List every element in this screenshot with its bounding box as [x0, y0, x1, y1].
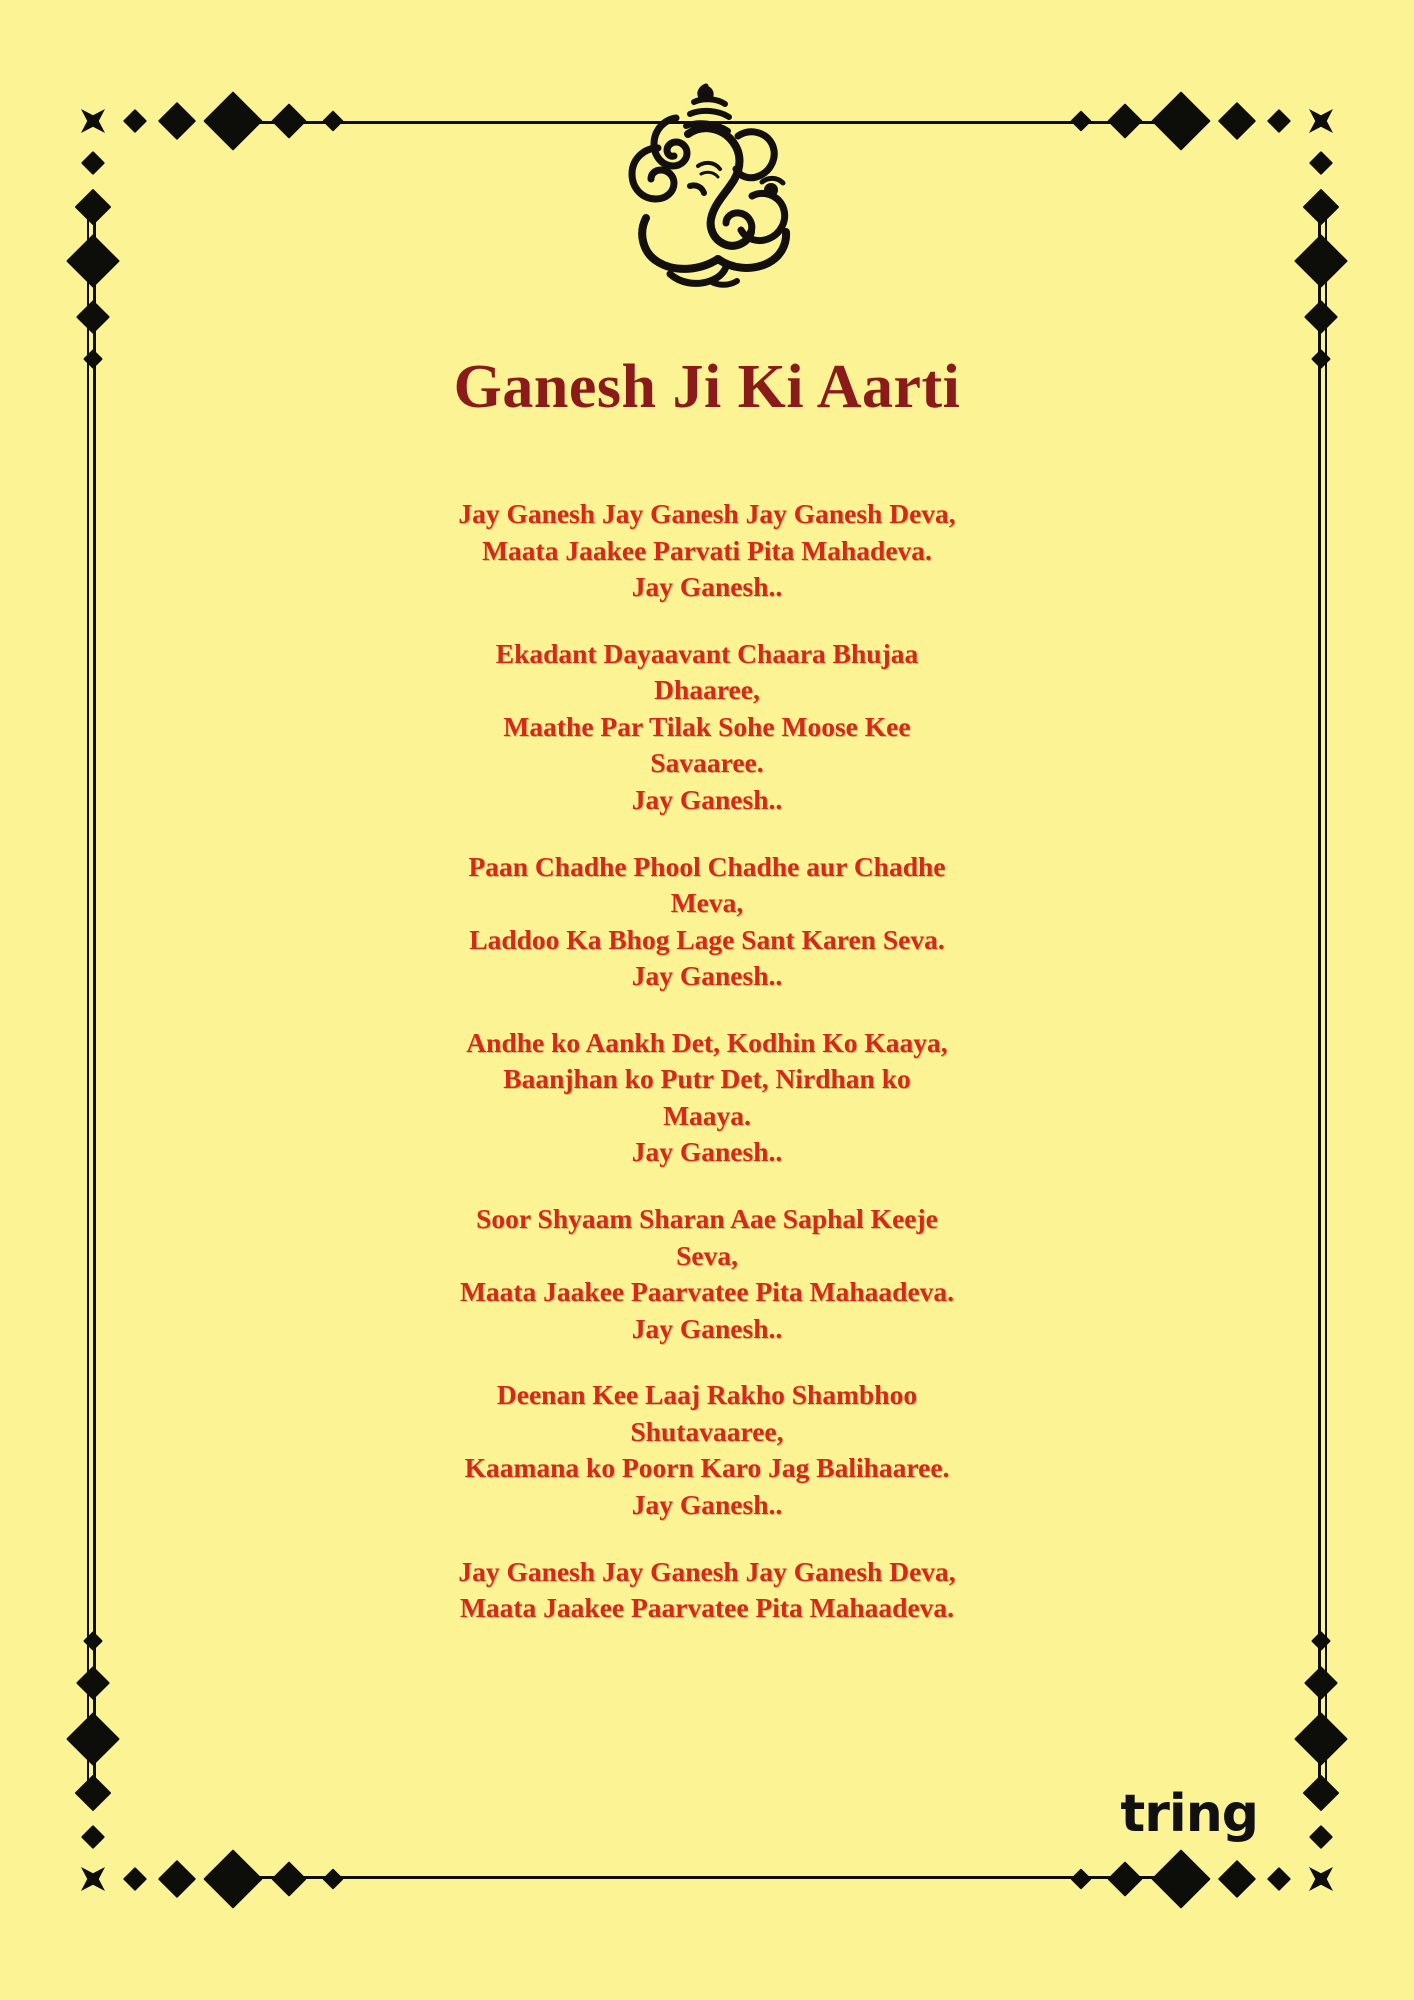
verse	[300, 1201, 1114, 1347]
verse-line: Andhe ko Aankh Det, Kodhin Ko Kaaya,	[466, 1026, 948, 1058]
verse-line: Jay Ganesh Jay Ganesh Jay Ganesh Deva,	[458, 498, 956, 529]
tring-watermark: tring	[1120, 1784, 1258, 1844]
verse	[300, 1377, 1114, 1523]
verse-line: Baanjhan ko Putr Det, Nirdhan ko	[503, 1063, 911, 1095]
verse-line: Ekadant Dayaavant Chaara Bhujaa	[495, 637, 919, 669]
border-diamond-v-bl-3	[76, 1666, 110, 1700]
border-diamond-h-br-2	[1151, 1849, 1210, 1908]
aarti-lyrics	[300, 496, 1114, 1627]
border-diamond-h-br-4	[1070, 1868, 1091, 1889]
verse-line: Jay Ganesh..	[631, 1312, 783, 1344]
border-diamond-v-br-1	[1303, 1775, 1340, 1812]
verse-line: Deenan Kee Laaj Rakho Shambhoo	[496, 1379, 918, 1411]
ganesha-om-calligraphy-icon	[602, 78, 812, 293]
border-diamond-v-bl-2	[66, 1712, 120, 1766]
verse-line: Jay Ganesh Jay Ganesh Jay Ganesh Deva,	[458, 1555, 956, 1587]
border-diamond-h-bl-2	[203, 1849, 262, 1908]
verse	[300, 1554, 1114, 1627]
border-rule-right	[1318, 208, 1321, 1792]
verse-line: Laddoo Ka Bhog Lage Sant Karen Seva.	[469, 923, 945, 955]
border-diamond-h-bl-4	[322, 1868, 343, 1889]
border-diamond-v-bl-4	[83, 1631, 103, 1651]
verse-line: Maaya.	[663, 1099, 751, 1131]
ganesha-logo	[0, 78, 1414, 293]
verse-line: Maata Jaakee Paarvatee Pita Mahaadeva.	[459, 1592, 955, 1624]
verse	[300, 1025, 1114, 1171]
border-diamond-v-bl-0	[81, 1825, 105, 1849]
verse-line: Savaaree.	[650, 747, 764, 779]
border-diamond-v-tr-3	[1304, 300, 1338, 334]
border-rule-left	[93, 208, 96, 1792]
border-diamond-v-br-2	[1294, 1712, 1348, 1766]
verse-line: Soor Shyaam Sharan Aae Saphal Keeje	[476, 1203, 938, 1234]
border-diamond-h-bl-0	[123, 1867, 147, 1891]
border-diamond-h-bl-3	[271, 1861, 306, 1896]
verse-line: Dhaaree,	[654, 674, 760, 706]
verse-line: Maathe Par Tilak Sohe Moose Kee	[503, 710, 911, 742]
verse-line: Shutavaaree,	[630, 1415, 784, 1447]
verse-line: Paan Chadhe Phool Chadhe aur Chadhe	[468, 850, 946, 882]
border-diamond-h-br-0	[1267, 1867, 1291, 1891]
border-diamond-v-tl-3	[76, 300, 110, 334]
border-rule-left-inner	[87, 208, 89, 1792]
verse	[300, 636, 1114, 819]
border-diamond-v-br-3	[1304, 1666, 1338, 1700]
verse	[300, 849, 1114, 995]
verse	[300, 496, 1114, 606]
verse-line: Jay Ganesh..	[631, 571, 783, 603]
border-rule-bottom	[208, 1876, 1206, 1879]
border-diamond-h-br-1	[1218, 1860, 1256, 1898]
verse-line: Jay Ganesh..	[631, 960, 783, 992]
border-rule-right-inner	[1325, 208, 1327, 1792]
border-diamond-h-bl-1	[158, 1860, 196, 1898]
verse-line: Jay Ganesh..	[631, 783, 783, 815]
border-diamond-v-br-4	[1311, 1631, 1331, 1651]
verse-line: Jay Ganesh..	[631, 1136, 783, 1168]
verse-line: Maata Jaakee Paarvatee Pita Mahaadeva.	[459, 1276, 955, 1308]
border-diamond-v-br-0	[1309, 1825, 1333, 1849]
verse-line: Meva,	[670, 887, 744, 919]
border-diamond-v-bl-1	[75, 1775, 112, 1812]
page-title: Ganesh Ji Ki Aarti	[453, 353, 961, 421]
border-diamond-h-br-3	[1107, 1861, 1142, 1896]
verse-line: Maata Jaakee Parvati Pita Mahadeva.	[482, 534, 932, 566]
verse-line: Seva,	[676, 1239, 738, 1271]
verse-line: Kaamana ko Poorn Karo Jag Balihaaree.	[464, 1452, 950, 1484]
verse-line: Jay Ganesh..	[631, 1488, 783, 1520]
